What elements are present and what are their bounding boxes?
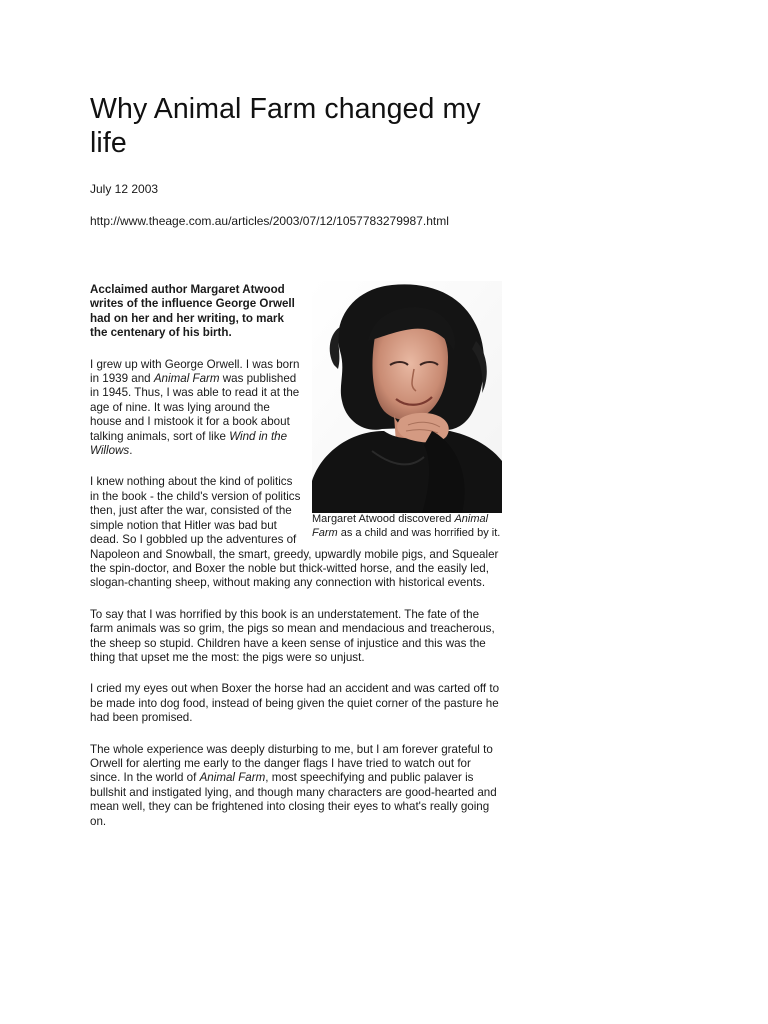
caption-text-end: as a child and was horrified by it. bbox=[337, 526, 501, 539]
caption-italic-title: Animal Farm bbox=[312, 513, 489, 539]
paragraph-text-run: The whole experience was deeply disturbing to me, but I am forever grateful to Orwell for alerting me early to the danger flags I have tried to watch out for since. In the world of bbox=[90, 742, 493, 785]
photo-figure bbox=[312, 281, 504, 540]
author-photo bbox=[312, 281, 502, 513]
author-portrait-image bbox=[312, 281, 502, 513]
caption-text-start: Margaret Atwood discovered bbox=[312, 513, 455, 525]
paragraph-text-run: was published in 1945. Thus, I was able to read it at the age of nine. It was lying around the house and I mistook it for a book about talking animals, sort of like bbox=[90, 372, 300, 443]
paragraph-text-run: I cried my eyes out when Boxer the horse had an accident and was carted off to be made into dog food, instead of being given the quiet corner of the pasture he had been promised. bbox=[90, 682, 500, 725]
paragraph-italic-run: Wind in the Willows bbox=[90, 429, 288, 458]
article-body bbox=[90, 283, 502, 846]
paragraph-text-run: . bbox=[129, 444, 133, 458]
article-url: http://www.theage.com.au/articles/2003/07/12/1057783279987.html bbox=[90, 214, 449, 228]
paragraph-text-run: To say that I was horrified by this book is an understatement. The fate of the farm animals was so grim, the pigs so mean and mendacious and treacherous, the sheep so stupid. Children have a keen sense of injustice and this was the thing that upset me the most: the pigs were so unjust. bbox=[90, 607, 495, 664]
paragraph-text-run: I grew up with George Orwell. I was born in 1939 and bbox=[90, 357, 300, 386]
article-lead: Acclaimed author Margaret Atwood writes of the influence George Orwell had on her and her writing, to mark the centenary of his birth. bbox=[90, 283, 295, 340]
paragraph-italic-run: Animal Farm bbox=[153, 372, 220, 386]
article-paragraph bbox=[90, 743, 502, 829]
article-title: Why Animal Farm changed my life bbox=[90, 93, 481, 159]
article-paragraph bbox=[90, 682, 502, 725]
article-date: July 12 2003 bbox=[90, 182, 159, 196]
paragraph-text-run: I knew nothing about the kind of politics in the book - the child's version of politics then, just after the war, consisted of the simple notion that Hitler was bad but dead. So I gobbled up the adventures of Napoleon and Snowball, the smart, greedy, upwardly mobile pigs, and Squealer the spin-doctor, and Boxer the noble but thick-witted horse, and the easily led, slogan-chanting sheep, without making any connection with historical events. bbox=[90, 475, 499, 590]
article-paragraph bbox=[90, 608, 502, 666]
paragraph-italic-run: Animal Farm bbox=[199, 771, 266, 785]
paragraph-text-run: , most speechifying and public palaver is bullshit and instigated lying, and though many characters are good-hearted and mean well, they can be frightened into closing their eyes to what's really going on. bbox=[90, 771, 497, 828]
photo-caption bbox=[312, 513, 504, 540]
